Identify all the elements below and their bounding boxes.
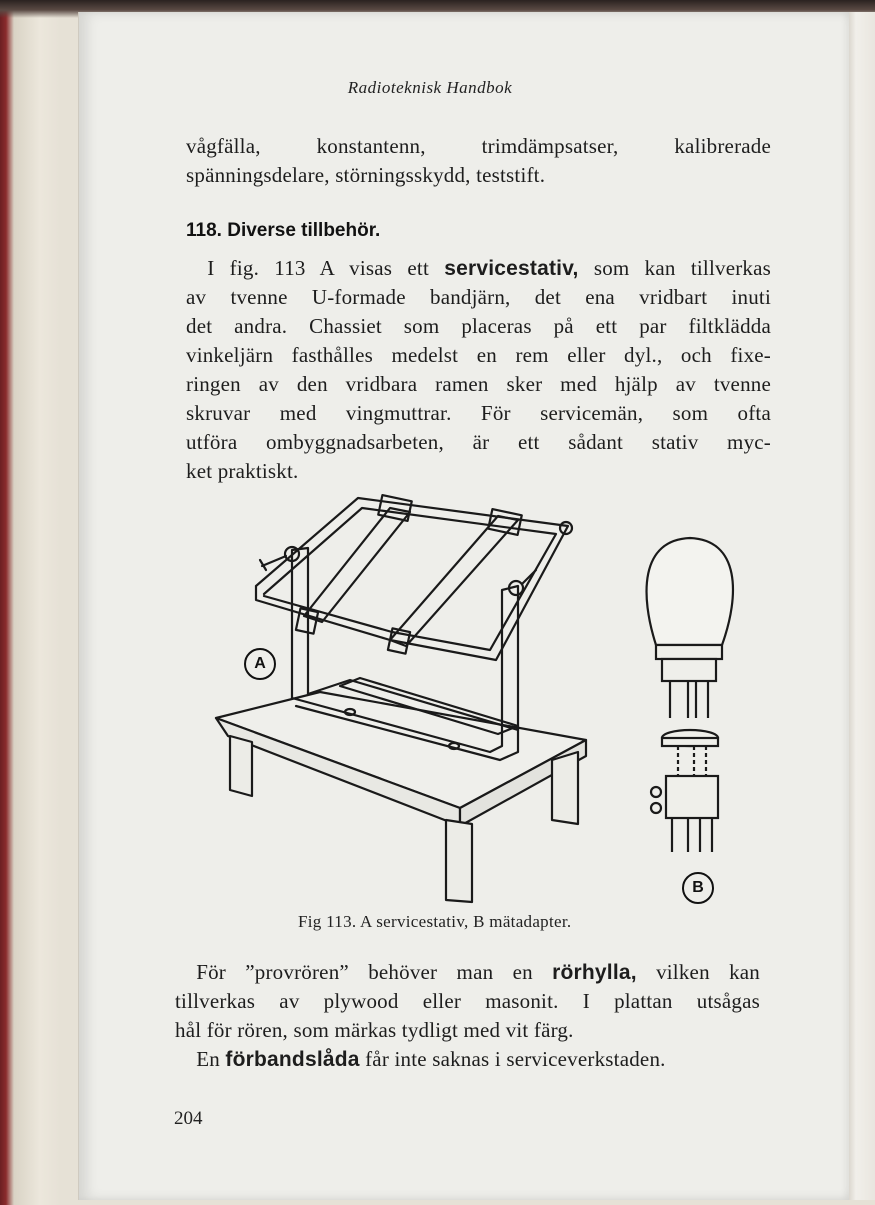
paragraph-line: hål för rören, som märkas tydligt med vit färg.: [175, 1018, 574, 1042]
section-title: Diverse tillbehör.: [227, 220, 381, 241]
paragraph-servicestativ: [186, 254, 771, 486]
figure-113: [200, 490, 760, 905]
bold-term: förbandslåda: [225, 1048, 360, 1071]
intro-line: vågfälla, konstantenn, trimdämpsatser, kalibrerade: [186, 134, 771, 158]
paragraph-line: av tvenne U-formade bandjärn, det ena vridbart inuti: [186, 285, 771, 309]
paragraph-line: [175, 1045, 760, 1074]
text-run: I fig. 113 A visas ett: [207, 256, 445, 280]
paragraph-rorhylla: [175, 958, 760, 1074]
next-page-edge: [848, 12, 875, 1200]
section-heading: [186, 220, 380, 242]
text-run: vilken kan: [636, 960, 760, 984]
paragraph-line: [186, 254, 771, 283]
bold-term: servicestativ,: [444, 257, 579, 280]
label-b-circle: B: [682, 872, 714, 904]
text-run: En: [196, 1047, 226, 1071]
paragraph-line: vinkeljärn fasthålles medelst en rem eller dyl., och fixe-: [186, 343, 771, 367]
servicestativ-drawing: [216, 495, 586, 902]
label-a-circle: A: [244, 648, 276, 680]
paragraph-line: tillverkas av plywood eller masonit. I plattan utsågas: [175, 989, 760, 1013]
paragraph-line: ket praktiskt.: [186, 459, 299, 483]
running-head: Radioteknisk Handbok: [347, 78, 513, 97]
paragraph-line: ringen av den vridbara ramen sker med hjälp av tvenne: [186, 372, 771, 396]
paragraph-line: [175, 958, 760, 987]
section-number: 118.: [186, 220, 222, 241]
paragraph-line: det andra. Chassiet som placeras på ett par filtklädda: [186, 314, 771, 338]
figure-illustration: [200, 490, 760, 905]
figure-caption: Fig 113. A servicestativ, B mätadapter.: [298, 912, 572, 931]
text-run: För ”provrören” behöver man en: [196, 960, 553, 984]
paragraph-line: utföra ombyggnadsarbeten, är ett sådant stativ myc-: [186, 430, 771, 454]
page-number: 204: [174, 1108, 203, 1129]
matadapter-drawing: [647, 538, 733, 852]
text-run: får inte saknas i serviceverkstaden.: [359, 1047, 666, 1071]
text-run: som kan tillverkas: [578, 256, 771, 280]
paragraph-line: skruvar med vingmuttrar. För servicemän, som ofta: [186, 401, 771, 425]
intro-paragraph: [186, 132, 771, 190]
intro-line: spänningsdelare, störningsskydd, teststift.: [186, 163, 546, 187]
bold-term: rörhylla,: [552, 961, 637, 984]
